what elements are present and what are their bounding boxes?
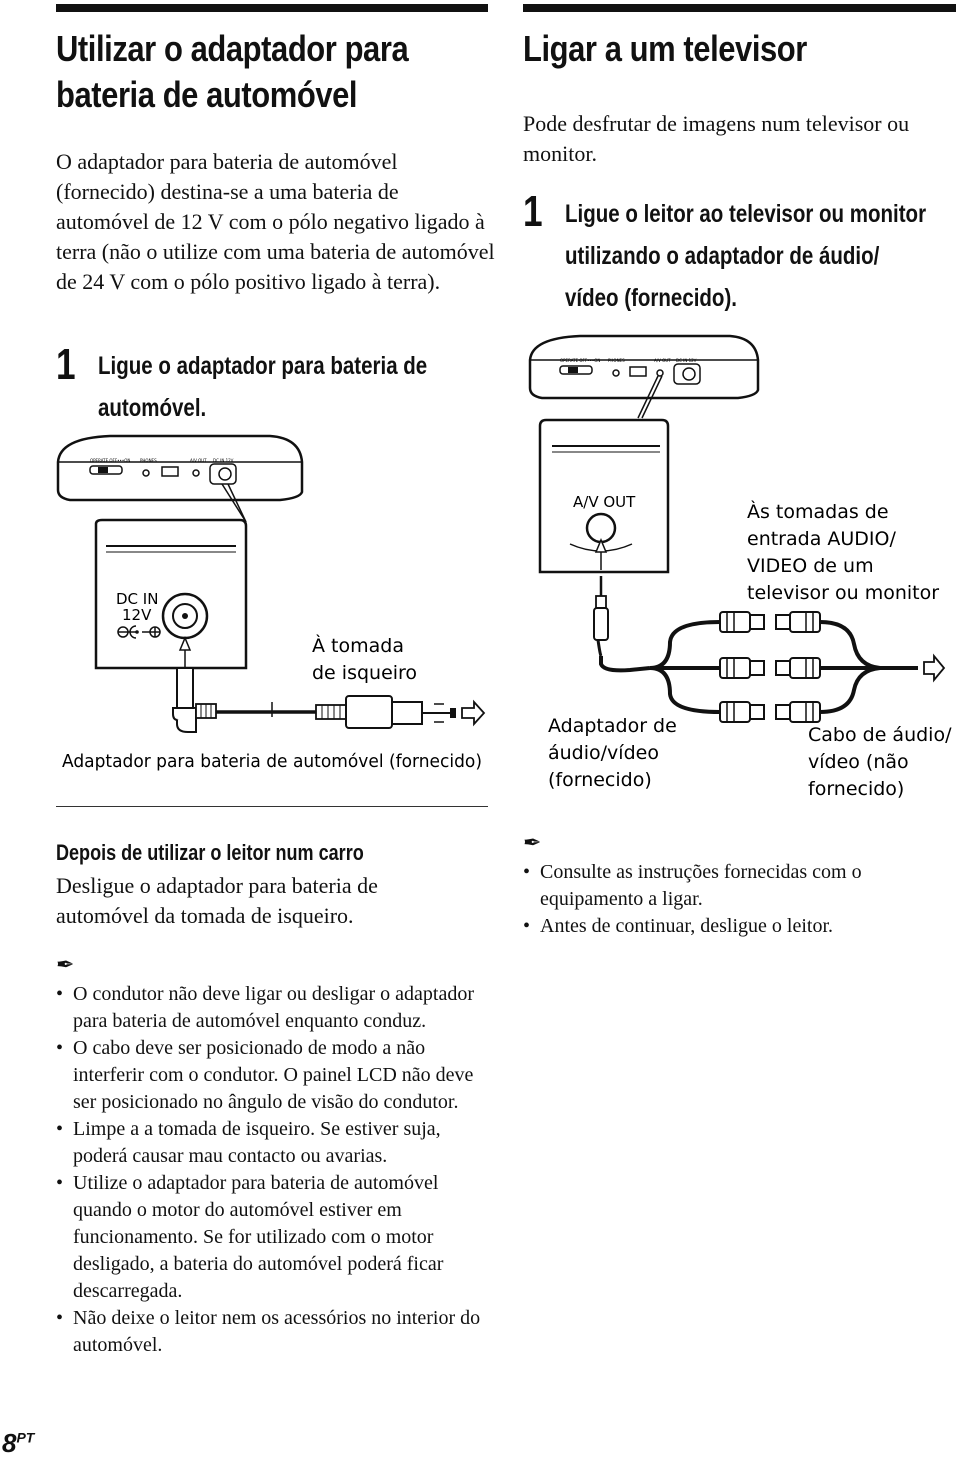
left-player-label-avout: A/V OUT [190, 458, 207, 463]
left-top-rule [56, 4, 488, 12]
left-thin-rule [56, 806, 488, 807]
list-item: • Consulte as instruções fornecidas com o equipamento a ligar. [523, 859, 943, 913]
left-title-line2: bateria de automóvel [56, 74, 358, 115]
left-step-line1: Ligue o adaptador para bateria de [98, 352, 428, 380]
left-player-label-dcin: DC IN 12V [213, 458, 234, 463]
right-player-label-avout: A/V OUT [654, 358, 671, 363]
after-use-text: Desligue o adaptador para bateria de automóvel da tomada de isqueiro. [56, 873, 378, 928]
right-player-label-dcin: DC IN 12V [676, 358, 697, 363]
left-step-line2: automóvel. [98, 394, 207, 422]
left-player-label-phones: PHONES [140, 458, 157, 463]
rca-pair-top [720, 612, 820, 632]
left-title-line1: Utilizar o adaptador para [56, 28, 409, 69]
rca-pair-bottom [720, 702, 820, 722]
lighter-label-line1: À tomada [312, 635, 404, 657]
right-player-label-phones: PHONES [608, 358, 625, 363]
page-number [2, 1428, 34, 1459]
note-pencil-icon: ✒ [523, 831, 542, 856]
dc-in-label-line1: DC IN [116, 590, 159, 608]
page-number-suffix: PT [16, 1429, 35, 1446]
right-step-number: 1 [523, 187, 543, 236]
left-section-title [56, 26, 466, 118]
rca-pair-middle [720, 658, 820, 678]
list-item: • O condutor não deve ligar ou desligar o adaptador para bateria de automóvel enquanto conduz. [56, 981, 496, 1035]
cable-label-line1: Cabo de áudio/ [808, 724, 952, 746]
page-number-value: 8 [2, 1428, 17, 1458]
tv-label-line2: entrada AUDIO/ [747, 528, 896, 550]
right-step-text [565, 193, 960, 319]
left-notes-list [56, 981, 496, 1359]
adapter-label-line3: (fornecido) [548, 769, 652, 791]
adapter-label-line2: áudio/vídeo [548, 742, 659, 764]
list-item: • Não deixe o leitor nem os acessórios no interior do automóvel. [56, 1305, 496, 1359]
list-item: • Utilize o adaptador para bateria de automóvel quando o motor do automóvel estiver em funcionamento. Se for utilizado com o motor desligado, a bateria do automóvel poderá ficar descarregada. [56, 1170, 496, 1305]
right-step-line2: utilizando o adaptador de áudio/ [565, 242, 880, 270]
lighter-label-line2: de isqueiro [312, 662, 418, 684]
right-step-line1: Ligue o leitor ao televisor ou monitor [565, 200, 927, 228]
right-section-title: Ligar a um televisor [523, 28, 807, 69]
av-out-label: A/V OUT [573, 493, 636, 511]
right-intro: Pode desfrutar de imagens num televisor ou monitor. [523, 111, 910, 166]
adapter-caption: Adaptador para bateria de automóvel (fornecido) [62, 751, 482, 772]
cable-label-line2: vídeo (não [808, 751, 909, 773]
list-item: • O cabo deve ser posicionado de modo a não interferir com o condutor. O painel LCD não deve ser posicionado no ângulo de visão do condutor. [56, 1035, 496, 1116]
after-use-heading: Depois de utilizar o leitor num carro [56, 840, 364, 865]
adapter-label-line1: Adaptador de [548, 715, 677, 737]
car-adapter-figure [50, 432, 500, 792]
cable-label-line3: fornecido) [808, 778, 905, 800]
list-item: • Antes de continuar, desligue o leitor. [523, 913, 943, 940]
right-notes-list [523, 859, 943, 940]
tv-label-line1: Às tomadas de [747, 501, 889, 523]
dc-in-label-line2: 12V [122, 606, 152, 624]
left-step-number: 1 [56, 340, 76, 389]
list-item: • Limpe a a tomada de isqueiro. Se estiver suja, poderá causar mau contacto ou avarias. [56, 1116, 496, 1170]
left-step-text [98, 345, 499, 429]
note-pencil-icon: ✒ [56, 953, 75, 978]
right-step-line3: vídeo (fornecido). [565, 284, 737, 312]
right-top-rule [523, 4, 956, 12]
tv-label-line3: VIDEO de um [747, 555, 874, 577]
av-connection-figure [520, 332, 960, 812]
right-player-label-operate: OPERATE OFF•••ON [560, 358, 601, 363]
tv-label-line4: televisor ou monitor [747, 582, 940, 604]
left-player-label-operate: OPERATE OFF•••ON [90, 458, 131, 463]
left-intro: O adaptador para bateria de automóvel (fornecido) destina-se a uma bateria de automóvel de 12 V com o pólo negativo ligado à terra (não o utilize com uma bateria de automóvel de 24 V com o pólo positivo ligado à terra). [56, 149, 495, 294]
